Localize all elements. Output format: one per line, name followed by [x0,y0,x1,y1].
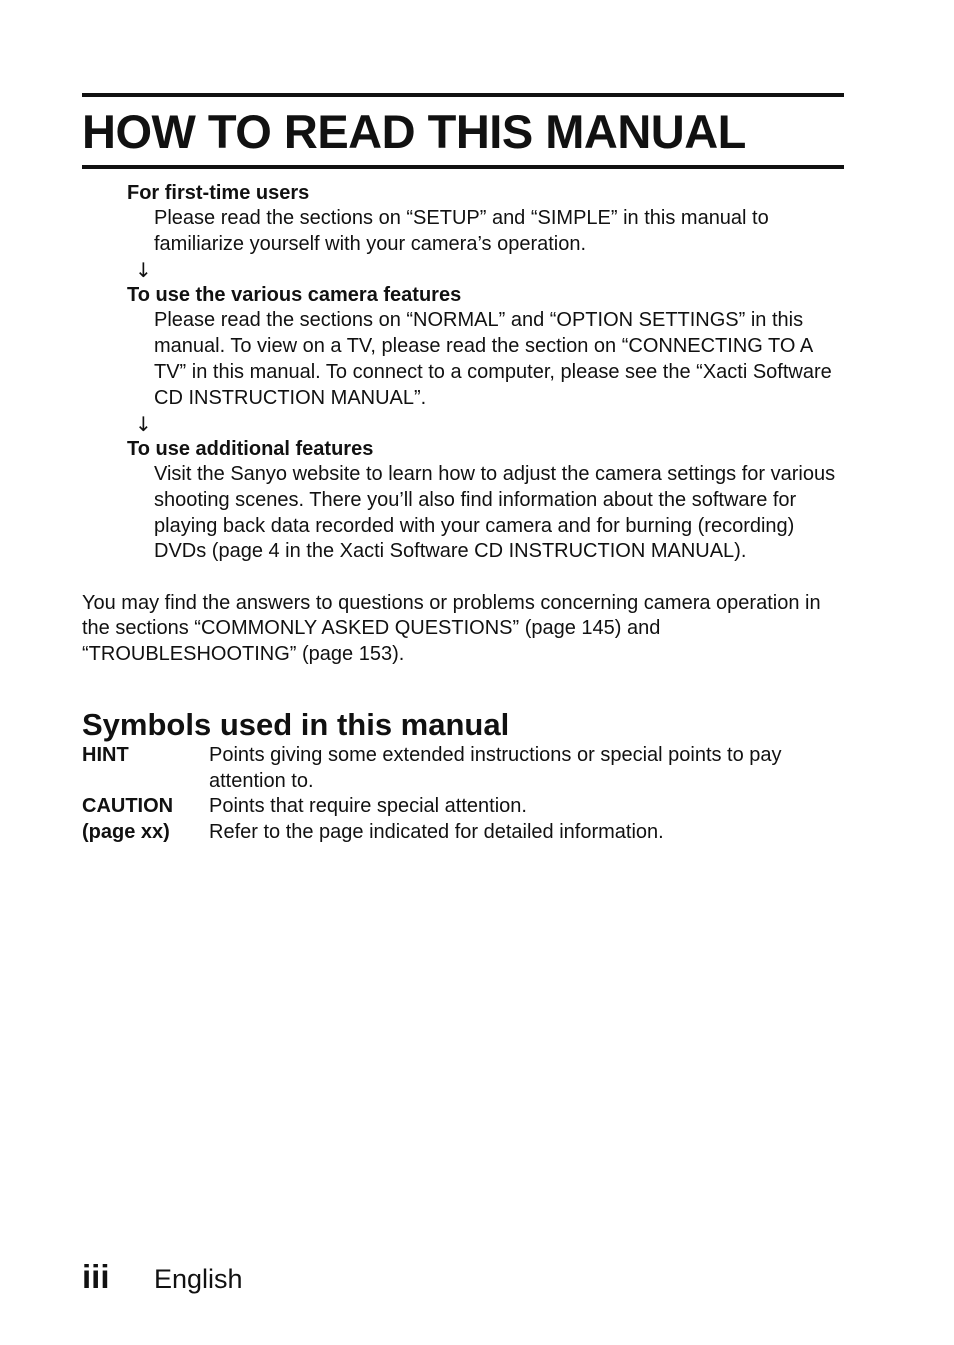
page-number: iii [82,1258,110,1295]
step-body: Please read the sections on “NORMAL” and “OPTION SETTINGS” in this manual. To view on a TV, please read the section on “CONNECTING TO A TV” in this manual. To connect to a computer, please see the “Xacti Software CD INSTRUCTION MANUAL”. [154,309,832,409]
symbol-term: (page xx) [82,821,170,844]
symbol-row-caution [82,794,844,820]
down-arrow-icon: ↓ [135,258,152,283]
symbol-row-page-ref [82,820,844,846]
manual-page [82,93,844,846]
symbol-description: Points that require special attention. [209,795,527,818]
step-additional-features [127,437,844,565]
symbols-list [82,743,844,846]
troubleshooting-paragraph: You may find the answers to questions or problems concerning camera operation in the sections “COMMONLY ASKED QUESTIONS” (page 145) and “TROUBLESHOOTING” (page 153). [82,592,821,665]
step-camera-features [127,283,844,411]
step-first-time-users [127,181,844,257]
down-arrow-icon: ↓ [135,412,152,437]
step-body: Visit the Sanyo website to learn how to adjust the camera settings for various shooting scenes. There you’ll also find information about the software for playing back data recorded with your camera and for burning (recording) DVDs (page 4 in the Xacti Software CD INSTRUCTION MANUAL). [154,463,836,563]
language-label: English [154,1264,243,1294]
step-body: Please read the sections on “SETUP” and “SIMPLE” in this manual to familiarize yourself with your camera’s operation. [154,207,769,255]
page-footer [82,1258,243,1296]
symbol-term: HINT [82,743,129,766]
step-heading: To use the various camera features [127,284,462,307]
step-heading: To use additional features [127,438,374,461]
symbol-description: Points giving some extended instructions or special points to pay attention to. [209,743,782,792]
symbols-heading: Symbols used in this manual [82,706,510,742]
symbol-description: Refer to the page indicated for detailed information. [209,821,664,844]
step-heading: For first-time users [127,182,310,204]
symbol-row-hint [82,743,844,794]
reading-steps [82,181,844,565]
page-title: HOW TO READ THIS MANUAL [82,105,746,158]
title-bottom-rule [82,165,844,169]
symbol-term: CAUTION [82,795,174,818]
